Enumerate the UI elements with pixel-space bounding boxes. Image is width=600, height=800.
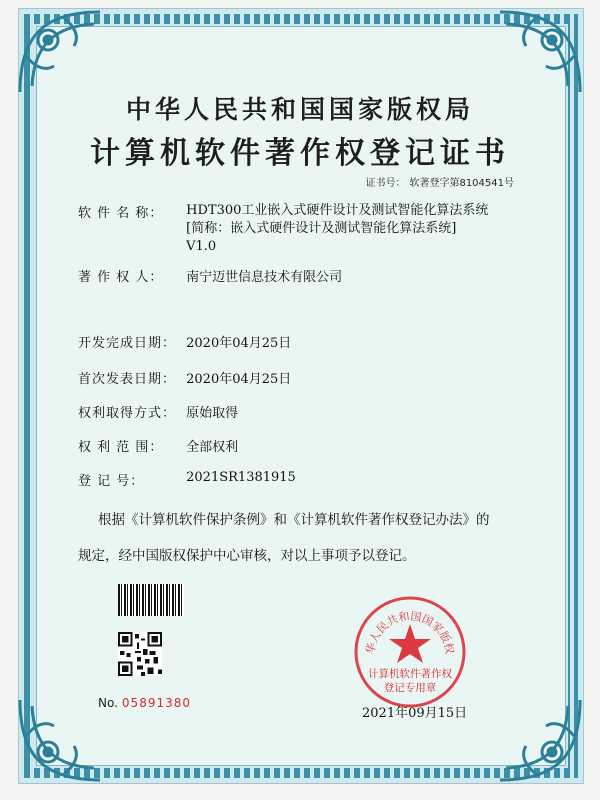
seal-star-icon — [389, 624, 431, 663]
serial-value: 05891380 — [121, 696, 191, 710]
certificate-number-value: 软著登字第8104541号 — [409, 178, 514, 189]
seal-inner-line-2: 登记专用章 — [383, 682, 437, 694]
software-name-row — [78, 202, 488, 256]
dev-date-value: 2020年04月25日 — [186, 336, 292, 351]
copyright-owner-label: 著 作 权 人： — [78, 270, 164, 285]
statement-line-2: 规定，经中国版权保护中心审核，对以上事项予以登记。 — [78, 548, 416, 564]
dev-date-row — [78, 332, 291, 351]
reg-no-row — [78, 470, 296, 489]
software-name-label: 软 件 名 称： — [78, 206, 164, 221]
acquire-value: 原始取得 — [186, 406, 239, 421]
ornament-corner-icon — [14, 694, 106, 786]
statement-paragraph — [78, 502, 548, 574]
scope-label: 权 利 范 围： — [78, 440, 164, 455]
copyright-owner-value: 南宁迈世信息技术有限公司 — [186, 270, 343, 285]
issue-date: 2021年09月15日 — [362, 706, 468, 721]
serial-label: No. — [98, 696, 118, 710]
ornament-corner-icon — [494, 694, 586, 786]
barcode-icon — [118, 584, 184, 616]
acquire-label: 权利取得方式： — [78, 406, 177, 421]
seal-ring-text: 华人民共和国国家版权 — [363, 609, 457, 656]
qr-code-icon — [118, 632, 162, 676]
publish-date-value: 2020年04月25日 — [186, 372, 292, 387]
dev-date-label: 开发完成日期： — [78, 336, 177, 351]
software-name-value — [186, 202, 488, 256]
ornament-corner-icon — [494, 6, 586, 98]
copyright-owner-row — [78, 266, 342, 285]
publish-date-label: 首次发表日期： — [78, 372, 177, 387]
software-name-line: V1.0 — [186, 239, 217, 254]
ornament-corner-icon — [14, 6, 106, 98]
statement-line-1: 根据《计算机软件保护条例》和《计算机软件著作权登记办法》的 — [98, 512, 490, 528]
certificate-number — [361, 174, 514, 189]
issuer-title: 中华人民共和国国家版权局 — [125, 95, 474, 124]
official-seal — [352, 594, 468, 710]
reg-no-label: 登 记 号： — [78, 474, 145, 489]
publish-date-row — [78, 368, 291, 387]
software-name-line: HDT300工业嵌入式硬件设计及测试智能化算法系统 — [186, 203, 489, 218]
seal-inner-line-1: 计算机软件著作权 — [368, 668, 452, 680]
certificate-title: 计算机软件著作权登记证书 — [90, 136, 510, 171]
reg-no-value: 2021SR1381915 — [186, 470, 296, 485]
scope-value: 全部权利 — [186, 440, 239, 455]
serial-number — [98, 696, 191, 710]
software-name-line: [简称：嵌入式硬件设计及测试智能化算法系统] — [186, 221, 457, 236]
scope-row — [78, 436, 238, 455]
acquire-row — [78, 402, 238, 421]
certificate-number-label: 证书号： — [365, 178, 406, 189]
